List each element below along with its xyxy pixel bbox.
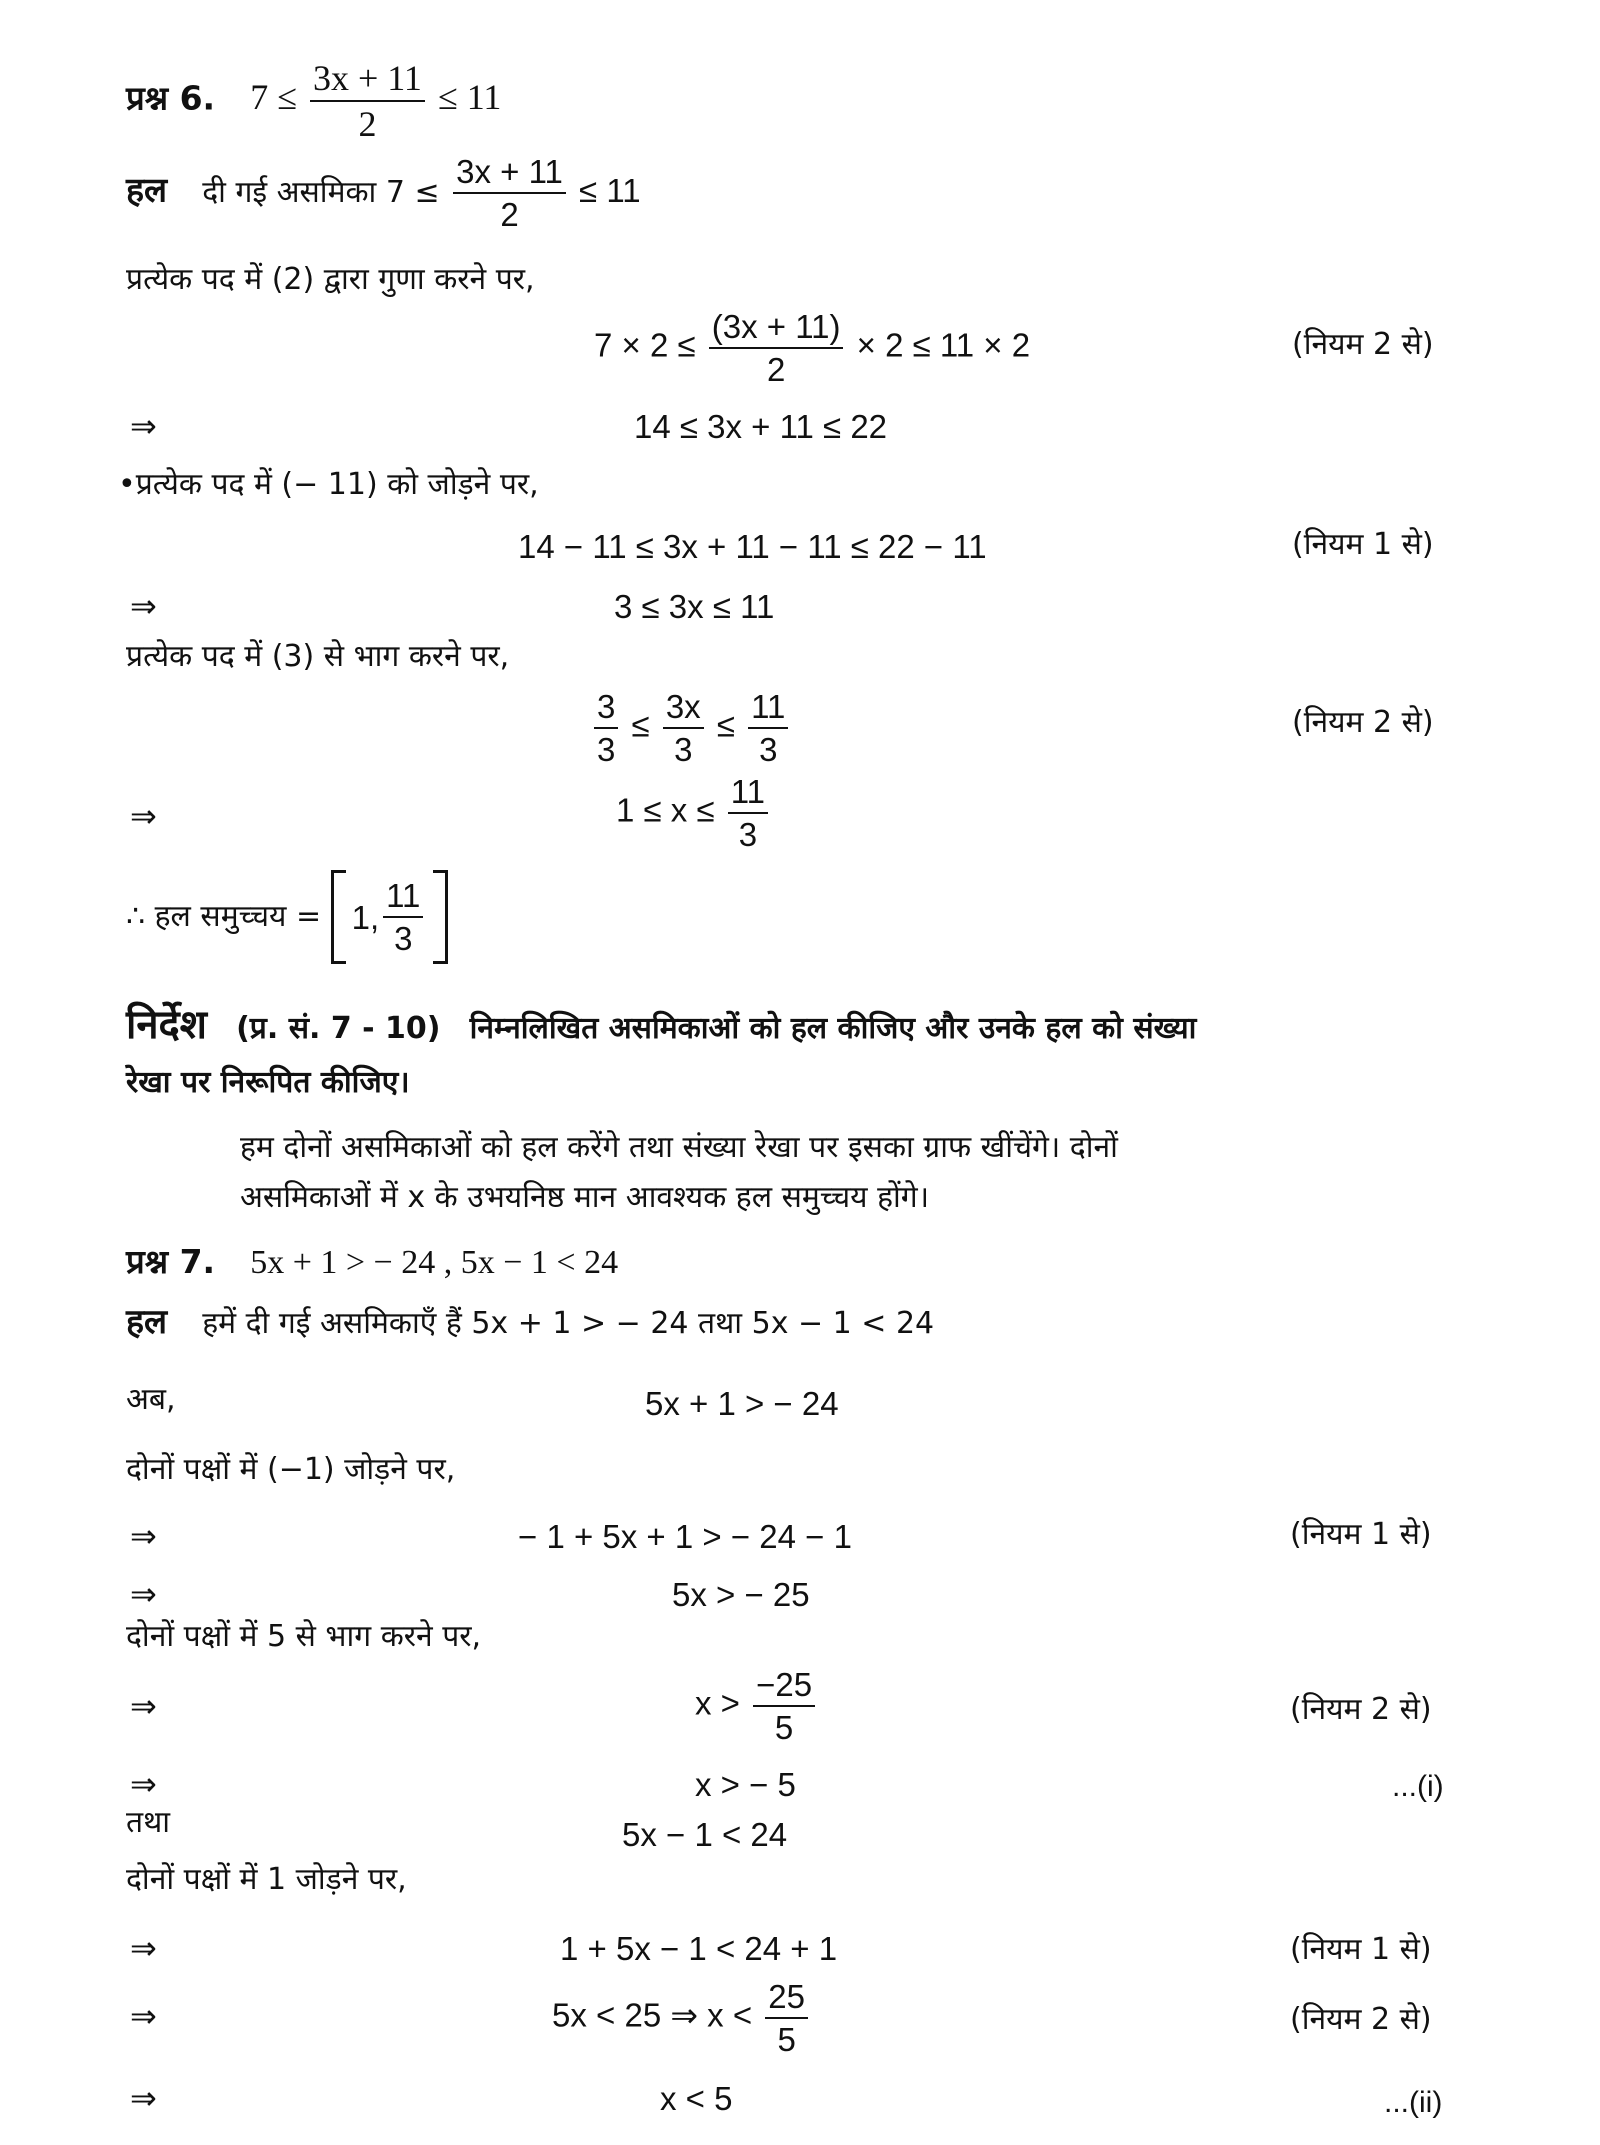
q7-e2: − 1 + 5x + 1 > − 24 − 1	[518, 1518, 852, 1555]
q6-step2-rule: (नियम 1 से)	[1292, 527, 1434, 562]
q6-step2-text: •प्रत्येक पद में (− 11) को जोड़ने पर,	[118, 467, 539, 502]
directions-text2: रेखा पर निरूपित कीजिए।	[126, 1065, 410, 1100]
q7-heading	[126, 1242, 619, 1281]
q7-e8: 5x < 25 ⇒ x < $\frac{25}{5}$	[552, 1980, 812, 2056]
q6-inequality: 7 ≤ $\frac{3x + 11}{2}$ ≤ 11	[250, 58, 502, 144]
q6-heading	[126, 60, 501, 142]
q7-ref2: ...(ii)	[1384, 2086, 1443, 2119]
implies-arrow: ⇒	[130, 1997, 157, 2035]
q7-r4: (नियम 2 से)	[1290, 2002, 1432, 2037]
q7-t1: दोनों पक्षों में (−1) जोड़ने पर,	[126, 1452, 456, 1487]
directions-note1: हम दोनों असमिकाओं को हल करेंगे तथा संख्या रेखा पर इसका ग्राफ खींचेंगे। दोनों	[240, 1130, 1118, 1165]
q6-result3: 1 ≤ x ≤ $\frac{11}{3}$	[616, 775, 772, 851]
q7-solution-text: हमें दी गई असमिकाएँ हैं 5x + 1 > − 24 तथा 5x − 1 < 24	[202, 1306, 935, 1341]
directions-range: (प्र. सं. 7 - 10)	[236, 1011, 441, 1046]
q6-result2: 3 ≤ 3x ≤ 11	[614, 588, 775, 625]
directions-note2: असमिकाओं में x के उभयनिष्ठ मान आवश्यक हल समुच्चय होंगे।	[240, 1180, 930, 1215]
q6-step2-expr: 14 − 11 ≤ 3x + 11 − 11 ≤ 22 − 11	[518, 528, 987, 565]
q6-step3-rule: (नियम 2 से)	[1292, 705, 1434, 740]
implies-arrow: ⇒	[130, 1929, 157, 1967]
q6-solution-line	[126, 155, 641, 231]
q6-result1: 14 ≤ 3x + 11 ≤ 22	[634, 408, 888, 445]
q7-r2: (नियम 2 से)	[1290, 1692, 1432, 1727]
q7-e6: 5x − 1 < 24	[622, 1816, 788, 1853]
q7-e4: x > $\frac{-25}{5}$	[695, 1668, 819, 1744]
implies-arrow: ⇒	[130, 587, 157, 625]
q7-e1: 5x + 1 > − 24	[645, 1385, 839, 1422]
q7-e5: x > − 5	[695, 1766, 796, 1803]
implies-arrow: ⇒	[130, 1575, 157, 1613]
q6-solution-label: हल	[126, 170, 168, 211]
directions-line1	[126, 1002, 1197, 1048]
q7-r1: (नियम 1 से)	[1290, 1517, 1432, 1552]
q6-step3-expr: $\frac{3}{3}$ ≤ $\frac{3x}{3}$ ≤ $\frac{11}{3}$	[590, 690, 792, 766]
implies-arrow: ⇒	[130, 797, 157, 835]
directions-label: निर्देश	[126, 1002, 207, 1048]
q7-ab: अब,	[126, 1382, 176, 1417]
q7-inequality: 5x + 1 > − 24 , 5x − 1 < 24	[250, 1244, 619, 1281]
implies-arrow: ⇒	[130, 407, 157, 445]
q6-step3-text: प्रत्येक पद में (3) से भाग करने पर,	[126, 639, 510, 674]
q7-solution-label: हल	[126, 1302, 168, 1342]
q7-e7: 1 + 5x − 1 < 24 + 1	[560, 1930, 838, 1967]
q6-solution-text: दी गई असमिका 7 ≤ $\frac{3x + 11}{2}$ ≤ 11	[202, 153, 641, 233]
q6-label: प्रश्न 6.	[126, 78, 216, 118]
implies-arrow: ⇒	[130, 1517, 157, 1555]
q7-solution-line	[126, 1302, 935, 1342]
q7-tatha: तथा	[126, 1805, 171, 1840]
q6-step1-expr: 7 × 2 ≤ $\frac{(3x + 11)}{2}$ × 2 ≤ 11 × 2	[594, 308, 1031, 388]
implies-arrow: ⇒	[130, 1687, 157, 1725]
implies-arrow: ⇒	[130, 1765, 157, 1803]
q7-e3: 5x > − 25	[672, 1576, 810, 1613]
q7-ref1: ...(i)	[1392, 1770, 1444, 1803]
q7-t3: दोनों पक्षों में 1 जोड़ने पर,	[126, 1862, 407, 1897]
directions-text1: निम्नलिखित असमिकाओं को हल कीजिए और उनके हल को संख्या	[469, 1011, 1197, 1046]
q6-solution-set: ∴ हल समुच्चय = 1, $\frac{11}{3}$	[126, 870, 448, 964]
q6-step1-rule: (नियम 2 से)	[1292, 327, 1434, 362]
q7-e9: x < 5	[660, 2080, 733, 2117]
implies-arrow: ⇒	[130, 2079, 157, 2117]
q7-r3: (नियम 1 से)	[1290, 1932, 1432, 1967]
q7-label: प्रश्न 7.	[126, 1242, 216, 1281]
q6-step1-text: प्रत्येक पद में (2) द्वारा गुणा करने पर,	[126, 262, 535, 297]
q7-t2: दोनों पक्षों में 5 से भाग करने पर,	[126, 1619, 482, 1654]
